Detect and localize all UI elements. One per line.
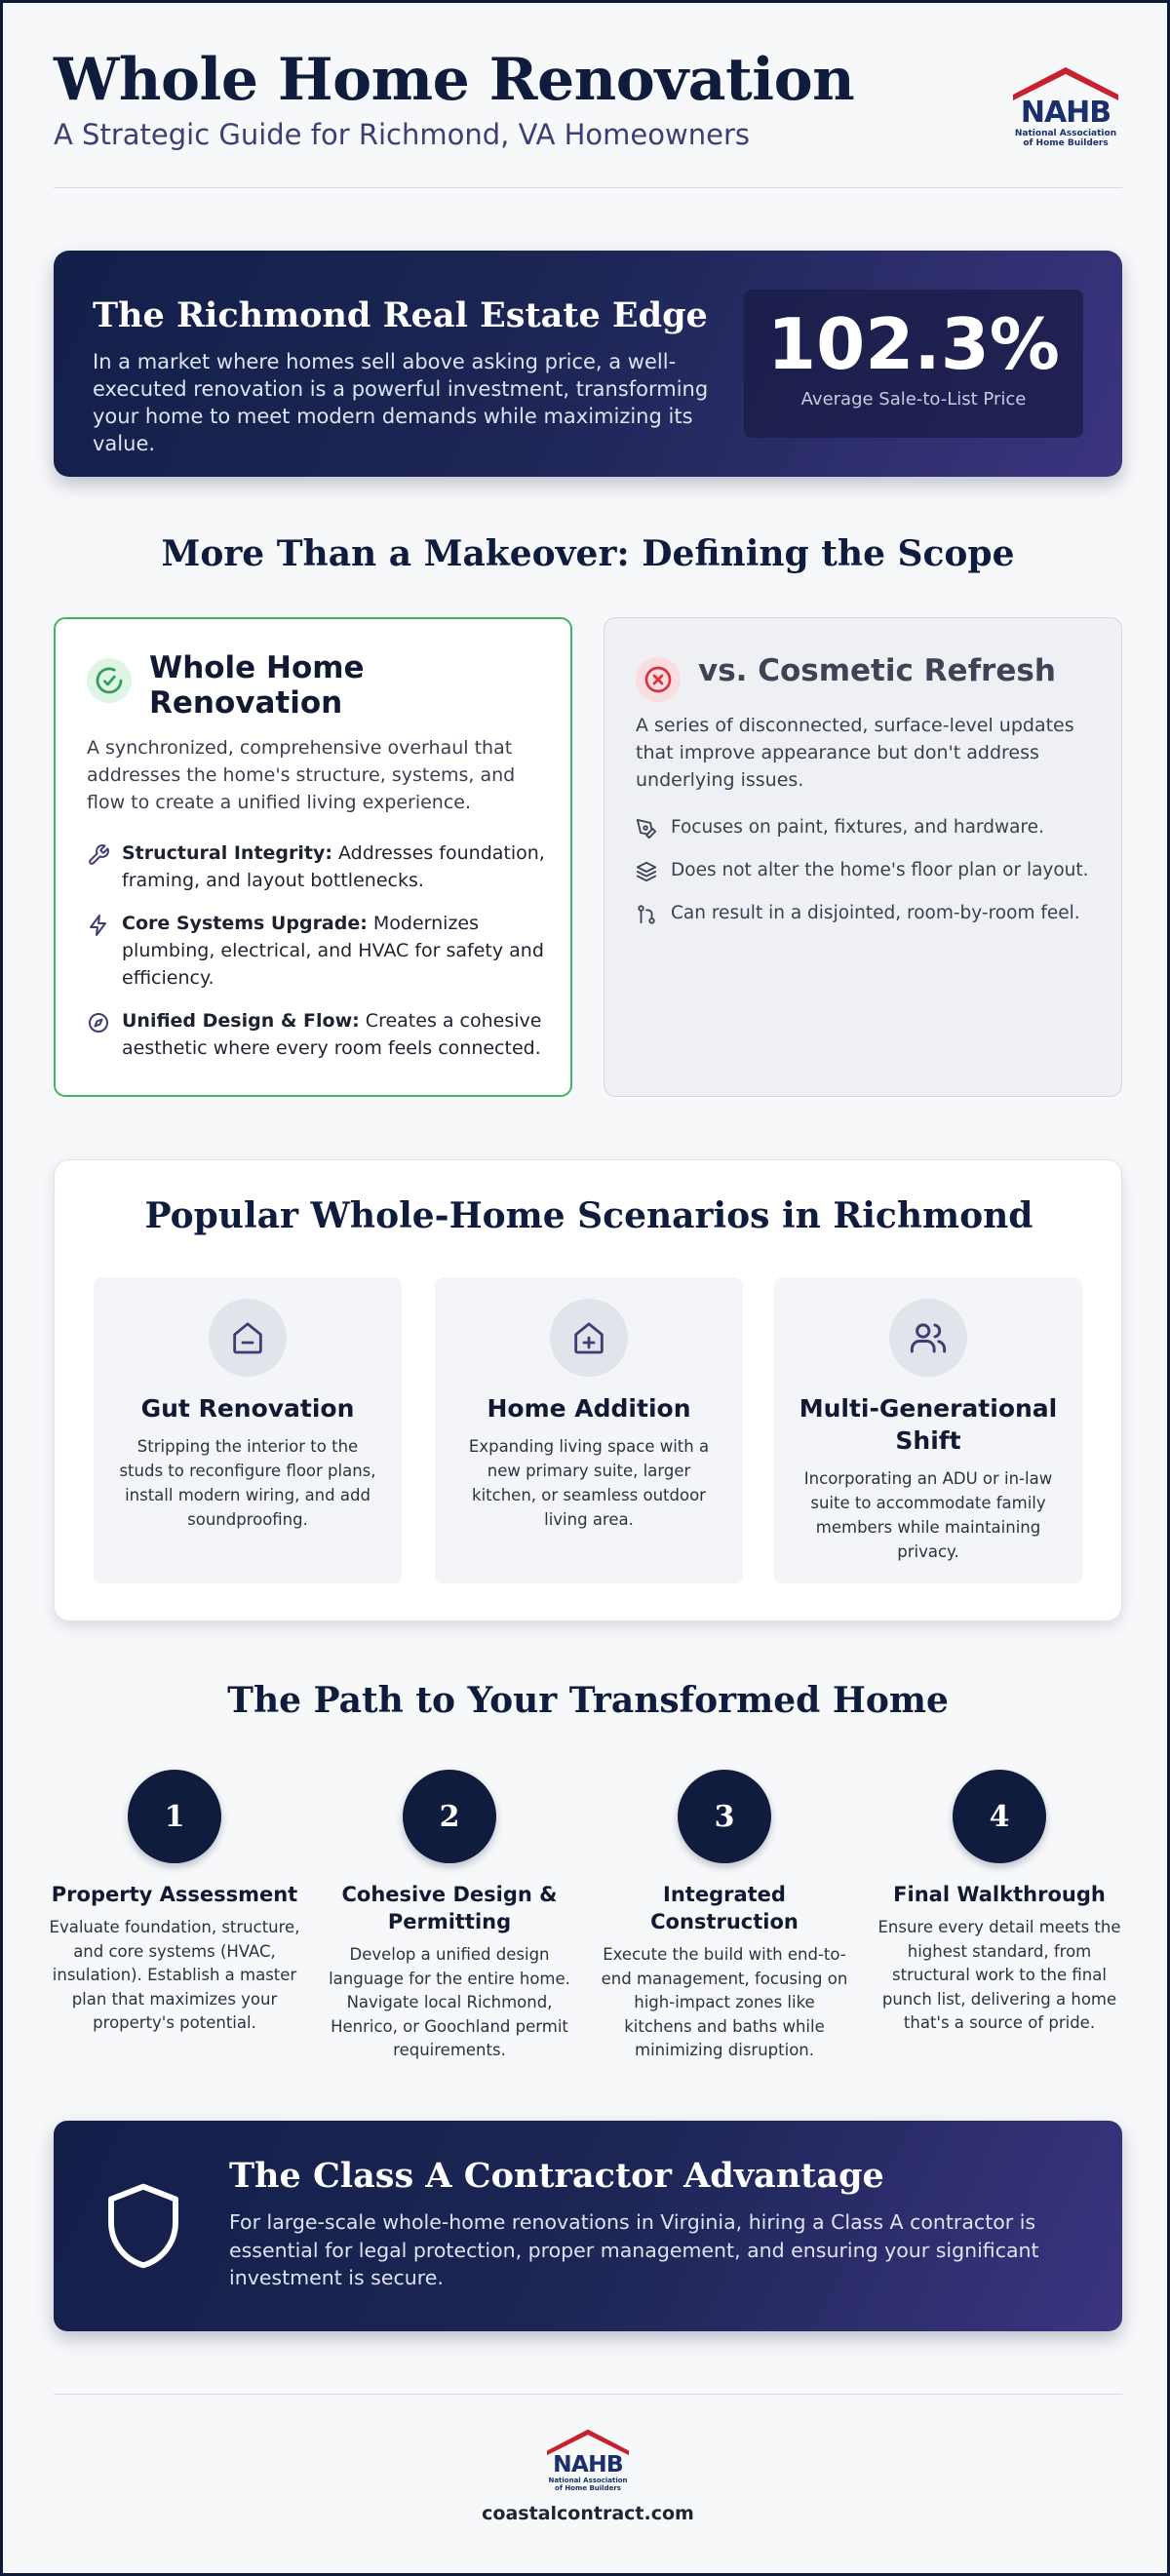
hero-text: In a market where homes sell above asking price, a well-executed renovation is a powerful investment, transforming your home to meet modern demands while maximizing its value. <box>93 350 709 455</box>
svg-text:NAHB: NAHB <box>553 2450 623 2478</box>
footer-divider <box>54 2394 1122 2395</box>
pen-icon <box>636 818 657 839</box>
step-number: 3 <box>678 1770 771 1863</box>
cosmetic-feature-text: Does not alter the home's floor plan or layout. <box>671 860 1089 880</box>
step-text: Evaluate foundation, structure, and core systems (HVAC, insulation). Establish a master plan that maximizes your property's potential. <box>49 1918 300 2032</box>
svg-text:of Home Builders: of Home Builders <box>555 2483 621 2492</box>
contractor-banner <box>54 2121 1122 2331</box>
whole-home-heading: Whole Home Renovation <box>149 650 365 721</box>
feature-structural <box>87 839 545 894</box>
banner-title: The Class A Contractor Advantage <box>229 2156 884 2196</box>
scenarios-panel <box>54 1159 1122 1621</box>
step <box>873 1770 1126 2036</box>
feature-label: Unified Design & Flow: <box>122 1010 360 1032</box>
house-minus-icon <box>209 1299 287 1377</box>
svg-text:of Home Builders: of Home Builders <box>1023 138 1109 148</box>
stat-label: Average Sale-to-List Price <box>800 389 1027 410</box>
step-title: Final Walkthrough <box>893 1883 1106 1906</box>
step-number: 4 <box>953 1770 1046 1863</box>
whole-home-description: A synchronized, comprehensive overhaul that addresses the home's structure, systems, and flow to create a unified living experience. <box>87 737 516 813</box>
page-header <box>54 46 1122 188</box>
step-title: Cohesive Design & Permitting <box>341 1883 558 1933</box>
scenario-text: Incorporating an ADU or in-law suite to accommodate family members while maintaining privacy. <box>803 1469 1053 1561</box>
svg-text:National Association: National Association <box>548 2477 628 2485</box>
scenario-text: Stripping the interior to the studs to reconfigure floor plans, install modern wiring, and add soundproofing. <box>119 1437 376 1529</box>
house-plus-icon <box>550 1299 628 1377</box>
nahb-logo <box>1009 61 1122 149</box>
step <box>323 1770 576 2063</box>
cosmetic-card <box>604 617 1122 1097</box>
cosmetic-feature-text: Can result in a disjointed, room-by-room feel. <box>671 903 1080 923</box>
step-text: Execute the build with end-to-end management, focusing on high-impact zones like kitchens and baths while minimizing disruption. <box>601 1945 848 2059</box>
page-title: Whole Home Renovation <box>54 46 855 114</box>
svg-text:NAHB: NAHB <box>1020 96 1112 130</box>
hero-panel <box>54 251 1122 477</box>
scenario-card <box>774 1277 1082 1583</box>
scenario-card <box>94 1277 402 1583</box>
svg-text:National Association: National Association <box>1014 129 1117 138</box>
whole-home-card <box>54 617 572 1097</box>
step-title: Property Assessment <box>51 1883 298 1906</box>
hero-title: The Richmond Real Estate Edge <box>93 295 708 335</box>
step-text: Develop a unified design language for the entire home. Navigate local Richmond, Henrico, or Goochland permit requirements. <box>329 1945 570 2059</box>
scenario-title: Home Addition <box>487 1394 691 1423</box>
feature-text: Creates a cohesive aesthetic where every room feels connected. <box>122 1010 542 1059</box>
feature-label: Structural Integrity: <box>122 842 332 864</box>
users-icon <box>889 1299 967 1377</box>
scope-section-title: More Than a Makeover: Defining the Scope <box>161 533 1015 574</box>
step-text: Ensure every detail meets the highest standard, from structural work to the final punch list, delivering a home that's a source of pride. <box>878 1918 1121 2032</box>
compass-icon <box>87 1011 110 1034</box>
feature-label: Core Systems Upgrade: <box>122 913 368 934</box>
check-circle-icon <box>87 658 132 703</box>
scenario-title: Gut Renovation <box>140 1394 355 1423</box>
cosmetic-feature <box>636 858 1104 883</box>
scenario-card <box>435 1277 743 1583</box>
feature-text: Addresses foundation, framing, and layout bottlenecks. <box>122 842 545 891</box>
cosmetic-heading: vs. Cosmetic Refresh <box>698 653 1056 688</box>
feature-text: Modernizes plumbing, electrical, and HVAC for safety and efficiency. <box>122 913 544 989</box>
cosmetic-description: A series of disconnected, surface-level updates that improve appearance but don't address underlying issues. <box>636 715 1074 791</box>
scenario-text: Expanding living space with a new primary suite, larger kitchen, or seamless outdoor living area. <box>468 1437 710 1529</box>
cosmetic-feature-text: Focuses on paint, fixtures, and hardware. <box>671 817 1044 838</box>
footer-url[interactable]: coastalcontract.com <box>482 2503 694 2524</box>
scenarios-title: Popular Whole-Home Scenarios in Richmond <box>144 1195 1034 1236</box>
cosmetic-feature <box>636 901 1104 926</box>
path-section-title: The Path to Your Transformed Home <box>227 1680 949 1721</box>
lightning-icon <box>87 914 110 937</box>
stat-box <box>744 290 1083 438</box>
layers-icon <box>636 861 657 882</box>
wrench-icon <box>87 843 110 867</box>
feature-unified-design <box>87 1007 545 1062</box>
x-circle-icon <box>636 657 681 702</box>
scenario-title: Multi-Generational Shift <box>799 1394 1058 1455</box>
step <box>48 1770 301 2036</box>
cosmetic-feature <box>636 815 1104 840</box>
shield-icon <box>100 2179 186 2273</box>
git-branch-icon <box>636 904 657 925</box>
step-number: 1 <box>128 1770 221 1863</box>
page-subtitle: A Strategic Guide for Richmond, VA Homeowners <box>54 118 750 151</box>
step-number: 2 <box>403 1770 496 1863</box>
step-title: Integrated Construction <box>650 1883 799 1933</box>
banner-text: For large-scale whole-home renovations in Virginia, hiring a Class A contractor is essential for legal protection, proper management, and ensuring your significant investment is secure. <box>229 2210 1039 2289</box>
feature-core-systems <box>87 910 545 992</box>
nahb-footer-logo <box>541 2425 635 2493</box>
step <box>598 1770 851 2063</box>
stat-value: 102.3% <box>767 303 1060 385</box>
